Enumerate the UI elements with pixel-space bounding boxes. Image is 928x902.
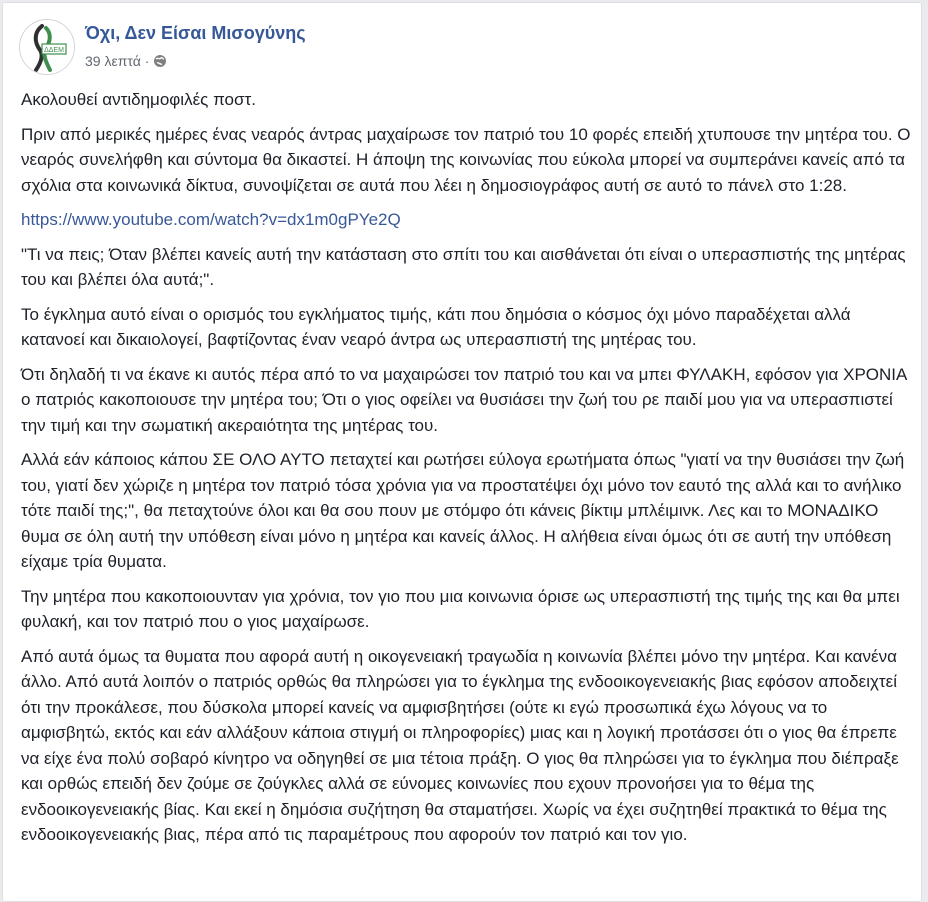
post-header (19, 19, 899, 79)
post-card (2, 2, 922, 902)
post-paragraph: Την μητέρα που κακοποιουνταν για χρόνια, τον γιο που μια κοινωνια όρισε ως υπερασπιστή της τιμής της και θα μπει φυλακή, και τον πατριό που ο γιος μαχαίρωσε. (21, 586, 900, 631)
post-paragraph: Πριν από μερικές ημέρες ένας νεαρός άντρας μαχαίρωσε τον πατριό του 10 φορές επειδή χτυπουσε την μητέρα του. Ο νεαρός συνελήφθη και σύντομα θα δικαστεί. Η άποψη της κοινωνίας που εύκολα μπορεί να συμπεράνει κανείς από τα σχόλια στα κοινωνικά δίκτυα, συνοψίζεται σε αυτά που λέει η δημοσιογράφος αυτή σε αυτό το πάνελ στο 1:28. (21, 124, 911, 195)
post-meta (85, 53, 167, 69)
post-link-paragraph (21, 207, 911, 233)
page-avatar[interactable] (19, 19, 75, 75)
post-body (21, 87, 911, 857)
page-logo-icon (20, 20, 75, 75)
post-paragraph: Το έγκλημα αυτό είναι ο ορισμός του εγκλήματος τιμής, κάτι που δημόσια ο κόσμος όχι μόνο παραδέχεται αλλά κατανοεί και δικαιολογεί, βαφτίζοντας έναν νεαρό άντρα ως υπερασπιστή της μητέρας του. (21, 304, 851, 349)
meta-separator: · (144, 53, 150, 69)
post-paragraph: Αλλά εάν κάποιος κάπου ΣΕ ΟΛΟ ΑΥΤΟ πεταχτεί και ρωτήσει εύλογα ερωτήματα όπως "γιατί να την θυσιάσει την ζωή του, γιατί δεν χώριζε η μητέρα τον πατριό τόσα χρόνια για να προστατέψει όχι μόνο τον εαυτό της αλλά και το ανήλικο τότε παιδί της;", θα πεταχτούνε όλοι και θα σου πουν με στόμφο ότι κάνεις βίκτιμ μπλέιμινκ. Λες και το ΜΟΝΑΔΙΚΟ θυμα σε όλη αυτή την υπόθεση είναι μόνο η μητέρα και κανείς άλλος. Η αλήθεια είναι όμως ότι σε αυτή την υπόθεση είχαμε τρία θυματα. (21, 450, 905, 571)
avatar-logo-text: ΔΔΕΜ (44, 47, 64, 54)
post-timestamp[interactable]: 39 λεπτά (85, 53, 141, 69)
post-paragraph: Από αυτά όμως τα θυματα που αφορά αυτή η οικογενειακή τραγωδία η κοινωνία βλέπει μόνο την μητέρα. Και κανένα άλλο. Από αυτά λοιπόν ο πατριός ορθώς θα πληρώσει για το έγκλημα της ενδοοικογενειακής βιας εφόσον αποδειχτεί ότι την προκάλεσε, που δύσκολα μπορεί κανείς να αμφισβητήσει (ούτε κι εγώ προσωπικά έχω λόγους να το αμφισβητώ, εκτός και εάν αλλάξουν κάποια στιγμή οι πληροφορίες) μιας και η λογική προτάσσει ότι ο γιος θα έπρεπε να είχε ένα πολύ σοβαρό κίνητρο να οδηγηθεί σε μια τέτοια πράξη. Ο γιος θα πληρώσει για το έγκλημα που διέπραξε και ορθώς επειδή δεν ζούμε σε ζούγκλες αλλά σε εύνομες κοινωνίες που εχουν προνοήσει για το θέμα της ενδοοικογενειακής βίας. Και εκεί η δημόσια συζήτηση θα σταματήσει. Χωρίς να έχει συζητηθεί πρακτικά το θέμα της ενδοοικογενειακής βιας, πέρα από τις παραμέτρους που αφορούν τον πατριό και τον γιο. (21, 646, 899, 844)
globe-icon[interactable] (153, 54, 167, 68)
post-paragraph: Ακολουθεί αντιδημοφιλές ποστ. (21, 90, 256, 109)
youtube-link[interactable]: https://www.youtube.com/watch?v=dx1m0gPYe2Q (21, 210, 401, 229)
page-name-link[interactable]: Όχι, Δεν Είσαι Μισογύνης (85, 23, 306, 43)
post-paragraph: "Τι να πεις; Όταν βλέπει κανείς αυτή την κατάσταση στο σπίτι του και αισθάνεται ότι είναι ο υπερασπιστής της μητέρας του και βλέπει όλα αυτά;". (21, 244, 906, 289)
post-paragraph: Ότι δηλαδή τι να έκανε κι αυτός πέρα από το να μαχαιρώσει τον πατριό του και να μπει ΦΥΛΑΚΗ, εφόσον για ΧΡΟΝΙΑ ο πατριός κακοποιουσε την μητέρα του; Ότι ο γιος οφείλει να θυσιάσει την ζωή του ρε παιδί μου για να υπερασπιστεί την τιμή και την σωματική ακεραιότητα της μητέρας του. (21, 364, 907, 435)
